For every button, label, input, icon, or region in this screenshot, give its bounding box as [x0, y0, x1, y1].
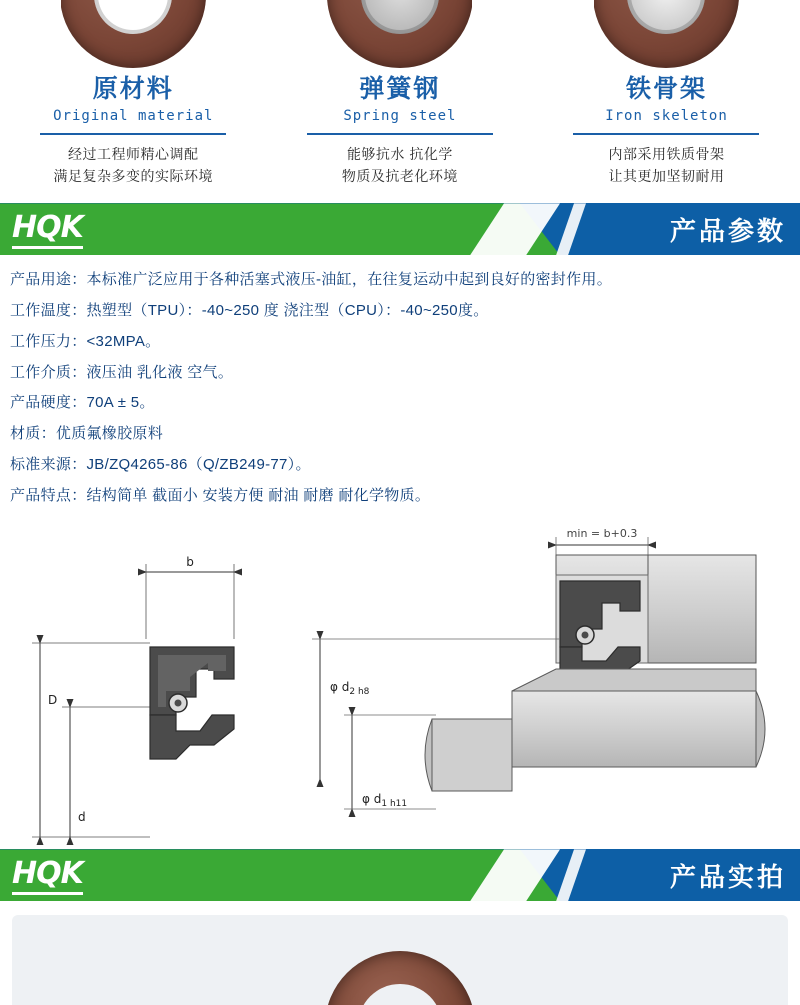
feature-title: 弹簧钢	[359, 75, 441, 103]
feature-desc-line-1: 内部采用铁质骨架	[608, 146, 725, 162]
feature-title: 铁骨架	[625, 75, 707, 103]
section-title: 产品参数	[669, 216, 786, 247]
product-seal-photo	[325, 951, 475, 1005]
param-row: 产品用途：本标准广泛应用于各种活塞式液压-油缸，在往复运动中起到良好的密封作用。	[10, 271, 612, 289]
parameters-list	[0, 255, 800, 519]
feature-title: 原材料	[92, 75, 174, 103]
seal-ring-graphic	[61, 0, 206, 68]
param-row: 工作压力：<32MPA。	[10, 332, 161, 350]
divider	[40, 133, 226, 135]
section-title: 产品实拍	[669, 862, 786, 893]
features-row	[0, 0, 800, 187]
product-photo-panel	[0, 901, 800, 1005]
product-photo-frame	[12, 915, 788, 1005]
param-row: 标准来源：JB/ZQ4265-86（Q/ZB249-77）。	[10, 455, 311, 473]
feature-card-spring-steel	[267, 0, 534, 187]
feature-subtitle: Iron skeleton	[605, 108, 728, 124]
banner-white-stripe-2	[556, 203, 586, 255]
feature-desc-line-1: 能够抗水 抗化学	[346, 146, 453, 162]
param-row: 材质：优质氟橡胶原料	[10, 425, 164, 443]
param-row: 工作介质：液压油 乳化液 空气。	[10, 363, 234, 381]
svg-text:φ d1 h11: φ $d_{1 h11}$	[362, 792, 408, 810]
section-banner-parameters	[0, 203, 800, 255]
svg-text:D: D	[48, 693, 58, 708]
divider	[307, 133, 493, 135]
feature-desc-line-2: 满足复杂多变的实际环境	[53, 167, 214, 184]
param-row: 工作温度：热塑型（TPU）：-40~250 度 浇注型（CPU）：-40~250度。	[10, 302, 489, 320]
brand-logo	[12, 210, 118, 248]
seal-ring-graphic	[594, 0, 739, 68]
divider	[573, 133, 759, 135]
svg-text:φ d2 h8: φ $d_{2 h8}$	[330, 680, 370, 698]
banner-white-stripe-2	[556, 849, 586, 901]
feature-card-original-material	[0, 0, 267, 187]
feature-desc-line-2: 物质及抗老化环境	[341, 167, 458, 184]
section-banner-photos	[0, 849, 800, 901]
param-row: 产品特点：结构简单 截面小 安装方便 耐油 耐磨 耐化学物质。	[10, 486, 431, 504]
feature-desc-line-1: 经过工程师精心调配	[68, 146, 199, 162]
seal-ring-graphic	[327, 0, 472, 68]
svg-text:b: b	[186, 555, 194, 570]
feature-desc-line-2: 让其更加坚韧耐用	[608, 167, 725, 184]
left-section-drawing	[32, 555, 234, 837]
technical-drawing	[0, 519, 800, 849]
feature-subtitle: Original material	[53, 108, 214, 124]
brand-logo-text: HQK	[12, 856, 83, 895]
param-row: 产品硬度：70A ± 5。	[10, 394, 155, 412]
right-installation-drawing	[312, 527, 765, 809]
seal-ring-photo	[61, 0, 206, 68]
brand-logo-text: HQK	[12, 210, 83, 249]
brand-logo	[12, 856, 118, 894]
feature-subtitle: Spring steel	[343, 108, 457, 124]
seal-ring-with-skeleton-photo	[594, 0, 739, 68]
seal-ring-with-spring-photo	[327, 0, 472, 68]
feature-card-iron-skeleton	[533, 0, 800, 187]
svg-text:min = b+0.3: min = b+0.3	[566, 527, 638, 541]
svg-text:d: d	[78, 810, 86, 825]
